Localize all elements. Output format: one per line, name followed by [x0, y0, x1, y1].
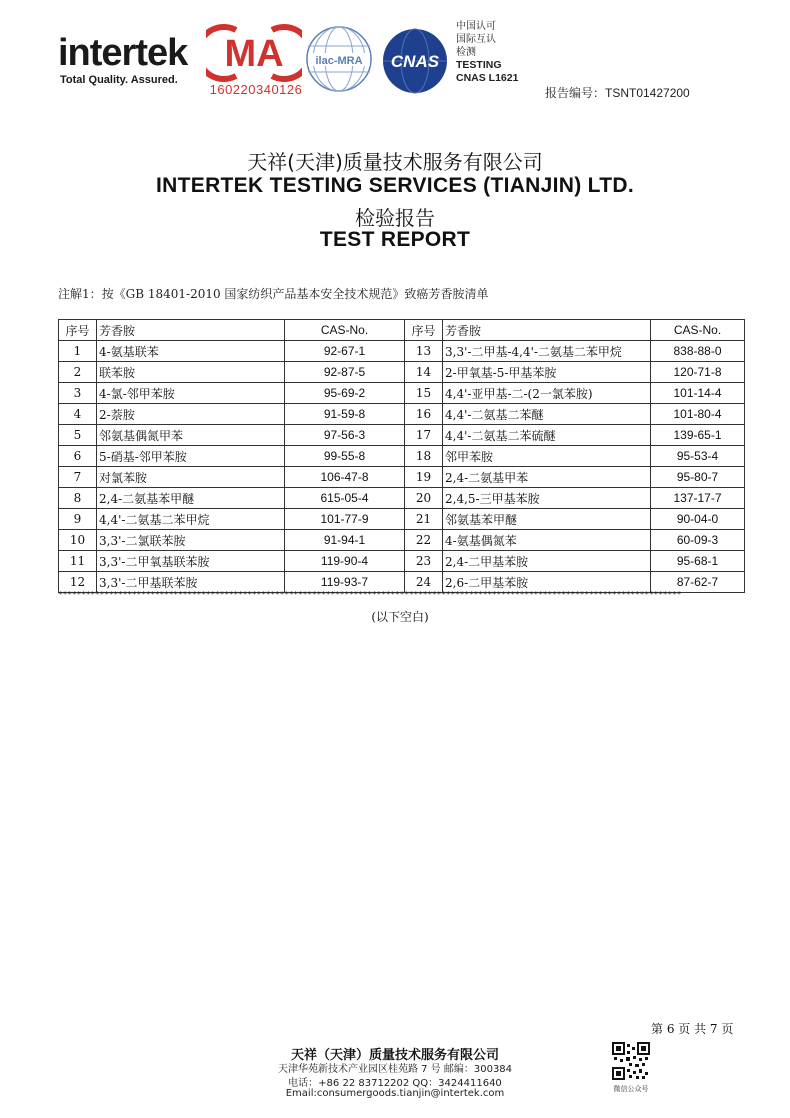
amine-name-cell: 4,4'-二氨基二苯醚: [443, 404, 651, 425]
cas-number-cell: 60-09-3: [651, 530, 745, 551]
ilac-globe-icon: [304, 24, 374, 94]
index-cell: 20: [405, 488, 443, 509]
blank-below-note: (以下空白): [371, 610, 429, 624]
ilac-mark-text: ilac-MRA: [315, 55, 363, 67]
table-row: [59, 446, 745, 467]
amine-name-cell: 4-氯-邻甲苯胺: [97, 383, 285, 404]
header-cell: CAS-No.: [285, 320, 405, 341]
cas-number-cell: 95-68-1: [651, 551, 745, 572]
footer-phone: 电话：+86 22 83712202 QQ：3424411640: [288, 1078, 502, 1089]
cas-number-cell: 101-80-4: [651, 404, 745, 425]
cas-number-cell: 97-56-3: [285, 425, 405, 446]
company-title-en: INTERTEK TESTING SERVICES (TIANJIN) LTD.: [156, 174, 634, 197]
amine-name-cell: 邻甲苯胺: [443, 446, 651, 467]
cas-number-cell: 119-90-4: [285, 551, 405, 572]
report-title-en: TEST REPORT: [319, 228, 471, 251]
amine-name-cell: 4,4'-二氨基二苯硫醚: [443, 425, 651, 446]
amine-name-cell: 4-氨基联苯: [97, 341, 285, 362]
amine-name-cell: 3,3'-二甲基-4,4'-二氨基二苯甲烷: [443, 341, 651, 362]
header-cell: 芳香胺: [97, 320, 285, 341]
footer-address: 天津华苑新技术产业园区桂苑路 7 号 邮编：300384: [277, 1064, 513, 1075]
amine-name-cell: 2-甲氧基-5-甲基苯胺: [443, 362, 651, 383]
amine-name-cell: 2,4,5-三甲基苯胺: [443, 488, 651, 509]
index-cell: 3: [59, 383, 97, 404]
header-cell: 芳香胺: [443, 320, 651, 341]
header-cell: CAS-No.: [651, 320, 745, 341]
cnas-mark-text: CNAS: [390, 52, 440, 71]
cas-number-cell: 87-62-7: [651, 572, 745, 593]
ma-mark-icon: [206, 24, 302, 82]
cas-number-cell: 99-55-8: [285, 446, 405, 467]
table-header-row: [59, 320, 745, 341]
index-cell: 18: [405, 446, 443, 467]
index-cell: 9: [59, 509, 97, 530]
table-row: [59, 551, 745, 572]
amine-name-cell: 3,3'-二甲氧基联苯胺: [97, 551, 285, 572]
header-cell: 序号: [59, 320, 97, 341]
index-cell: 6: [59, 446, 97, 467]
index-cell: 12: [59, 572, 97, 593]
amine-name-cell: 联苯胺: [97, 362, 285, 383]
cas-number-cell: 106-47-8: [285, 467, 405, 488]
cas-number-cell: 838-88-0: [651, 341, 745, 362]
cas-number-cell: 119-93-7: [285, 572, 405, 593]
index-cell: 1: [59, 341, 97, 362]
index-cell: 21: [405, 509, 443, 530]
table-note: 注解1：按《GB 18401-2010 国家纺织产品基本安全技术规范》致癌芳香胺清单: [58, 287, 489, 301]
footer-company: 天祥（天津）质量技术服务有限公司: [290, 1048, 499, 1063]
amine-name-cell: 5-硝基-邻甲苯胺: [97, 446, 285, 467]
index-cell: 8: [59, 488, 97, 509]
index-cell: 19: [405, 467, 443, 488]
ma-mark-text: MA: [224, 33, 284, 75]
cas-number-cell: 137-17-7: [651, 488, 745, 509]
table-row: [59, 404, 745, 425]
cas-number-cell: 139-65-1: [651, 425, 745, 446]
qr-code-icon: [612, 1042, 650, 1080]
amine-name-cell: 邻氨基苯甲醚: [443, 509, 651, 530]
accreditation-line: CNAS L1621: [456, 72, 519, 84]
cas-number-cell: 91-94-1: [285, 530, 405, 551]
aromatic-amine-table: [58, 319, 745, 593]
amine-name-cell: 2,4-二氨基甲苯: [443, 467, 651, 488]
table-row: [59, 467, 745, 488]
cnas-logo: [380, 26, 450, 96]
accreditation-line: 检测: [456, 47, 476, 58]
amine-name-cell: 4,4'-二氨基二苯甲烷: [97, 509, 285, 530]
index-cell: 22: [405, 530, 443, 551]
accreditation-text: [456, 20, 546, 85]
cas-number-cell: 101-77-9: [285, 509, 405, 530]
table-row: [59, 362, 745, 383]
cas-number-cell: 95-69-2: [285, 383, 405, 404]
table-row: [59, 383, 745, 404]
amine-name-cell: 邻氨基偶氮甲苯: [97, 425, 285, 446]
separator-line: ***************************************************************************************************************************************: [58, 590, 682, 599]
footer-email: Email:consumergoods.tianjin@intertek.com: [285, 1088, 505, 1099]
index-cell: 24: [405, 572, 443, 593]
index-cell: 4: [59, 404, 97, 425]
index-cell: 15: [405, 383, 443, 404]
report-title-cn: 检验报告: [355, 206, 435, 230]
cas-number-cell: 120-71-8: [651, 362, 745, 383]
table-row: [59, 341, 745, 362]
cas-number-cell: 90-04-0: [651, 509, 745, 530]
index-cell: 7: [59, 467, 97, 488]
header-cell: 序号: [405, 320, 443, 341]
amine-name-cell: 3,3'-二氯联苯胺: [97, 530, 285, 551]
amine-name-cell: 2,4-二氨基苯甲醚: [97, 488, 285, 509]
index-cell: 11: [59, 551, 97, 572]
table-row: [59, 425, 745, 446]
cas-number-cell: 615-05-4: [285, 488, 405, 509]
cas-number-cell: 95-53-4: [651, 446, 745, 467]
index-cell: 17: [405, 425, 443, 446]
index-cell: 13: [405, 341, 443, 362]
index-cell: 2: [59, 362, 97, 383]
amine-name-cell: 2,6-二甲基苯胺: [443, 572, 651, 593]
intertek-tagline: Total Quality. Assured.: [60, 74, 178, 86]
cas-number-cell: 95-80-7: [651, 467, 745, 488]
intertek-wordmark: intertek: [58, 32, 188, 74]
report-number: 报告编号：TSNT01427200: [545, 86, 690, 100]
table-row: [59, 509, 745, 530]
cnas-globe-icon: [380, 26, 450, 96]
accreditation-line: 中国认可: [456, 21, 496, 32]
index-cell: 23: [405, 551, 443, 572]
amine-name-cell: 4-氨基偶氮苯: [443, 530, 651, 551]
accreditation-line: TESTING: [456, 59, 502, 71]
index-cell: 14: [405, 362, 443, 383]
cas-number-cell: 91-59-8: [285, 404, 405, 425]
amine-name-cell: 2-萘胺: [97, 404, 285, 425]
cas-number-cell: 92-87-5: [285, 362, 405, 383]
cas-number-cell: 92-67-1: [285, 341, 405, 362]
qr-code-label: 微信公众号: [613, 1085, 649, 1093]
page-number: 第 6 页 共 7 页: [651, 1022, 734, 1036]
index-cell: 16: [405, 404, 443, 425]
cas-number-cell: 101-14-4: [651, 383, 745, 404]
intertek-logo: [58, 30, 208, 92]
company-title-cn: 天祥(天津)质量技术服务有限公司: [247, 150, 543, 174]
ma-logo: [206, 24, 302, 98]
index-cell: 10: [59, 530, 97, 551]
table-row: [59, 530, 745, 551]
table-row: [59, 488, 745, 509]
amine-name-cell: 3,3'-二甲基联苯胺: [97, 572, 285, 593]
ma-certificate-number: 160220340126: [209, 82, 303, 97]
amine-name-cell: 对氯苯胺: [97, 467, 285, 488]
index-cell: 5: [59, 425, 97, 446]
ilac-mra-logo: [304, 24, 374, 94]
accreditation-line: 国际互认: [456, 34, 496, 45]
amine-name-cell: 2,4-二甲基苯胺: [443, 551, 651, 572]
amine-name-cell: 4,4'-亚甲基-二-(2一氯苯胺): [443, 383, 651, 404]
